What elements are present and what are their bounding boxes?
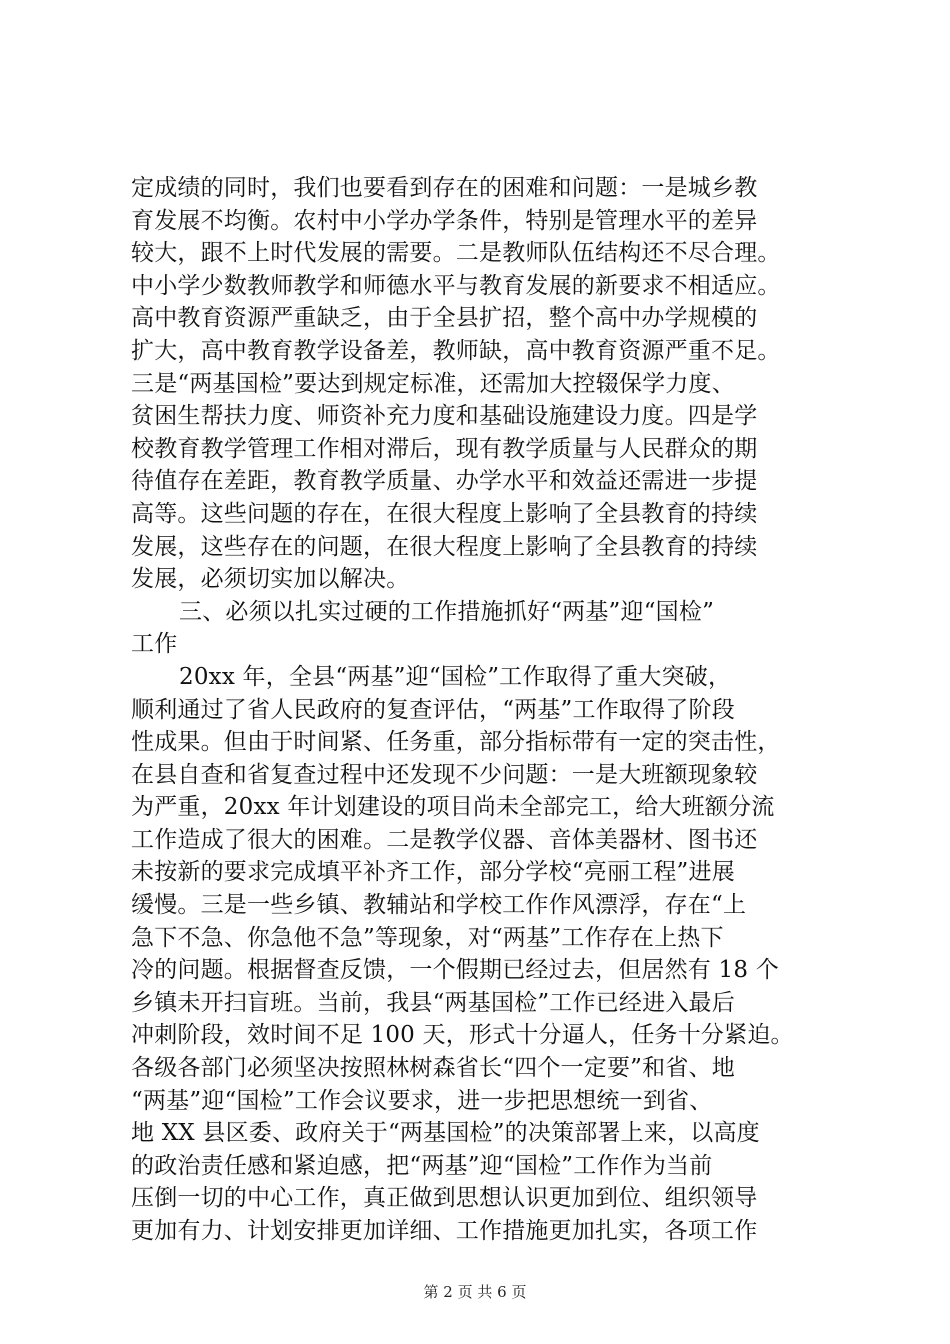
text-line: 发展，这些存在的问题，在很大程度上影响了全县教育的持续	[131, 533, 758, 560]
text-line: 冷的问题。根据督查反馈，一个假期已经过去，但居然有 18 个	[131, 957, 779, 984]
text-line: 扩大，高中教育教学设备差，教师缺，高中教育资源严重不足。	[131, 337, 781, 364]
text-line: 高等。这些问题的存在，在很大程度上影响了全县教育的持续	[131, 500, 758, 527]
text-line: 贫困生帮扶力度、师资补充力度和基础设施建设力度。四是学	[131, 403, 758, 430]
page-number-footer: 第 2 页 共 6 页	[423, 1283, 527, 1301]
text-line: “两基”迎“国检”工作会议要求，进一步把思想统一到省、	[131, 1087, 713, 1114]
text-line: 压倒一切的中心工作，真正做到思想认识更加到位、组织领导	[131, 1185, 758, 1212]
text-line: 未按新的要求完成填平补齐工作，部分学校“亮丽工程”进展	[131, 859, 735, 886]
text-line: 高中教育资源严重缺乏，由于全县扩招，整个高中办学规模的	[131, 305, 758, 332]
text-line: 缓慢。三是一些乡镇、教辅站和学校工作作风漂浮，存在“上	[131, 892, 747, 919]
text-line: 待值存在差距，教育教学质量、办学水平和效益还需进一步提	[131, 468, 758, 495]
text-line: 地 XX 县区委、政府关于“两基国检”的决策部署上来，以高度	[131, 1120, 760, 1147]
text-line: 性成果。但由于时间紧、任务重，部分指标带有一定的突击性，	[131, 729, 781, 756]
text-line: 急下不急、你急他不急”等现象，对“两基”工作存在上热下	[131, 924, 724, 951]
text-line: 冲刺阶段，效时间不足 100 天，形式十分逼人，任务十分紧迫。	[131, 1022, 794, 1049]
paragraph-first-line: 20xx 年，全县“两基”迎“国检”工作取得了重大突破，	[179, 663, 732, 690]
text-line: 的政治责任感和紧迫感，把“两基”迎“国检”工作作为当前	[131, 1152, 713, 1179]
text-line: 顺利通过了省人民政府的复查评估，“两基”工作取得了阶段	[131, 696, 735, 723]
text-line: 工作造成了很大的困难。二是教学仪器、音体美器材、图书还	[131, 826, 758, 853]
text-line: 各级各部门必须坚决按照林树森省长“四个一定要”和省、地	[131, 1055, 735, 1082]
text-line: 更加有力、计划安排更加详细、工作措施更加扎实，各项工作	[131, 1218, 758, 1244]
document-body	[131, 172, 831, 1248]
text-line: 乡镇未开扫盲班。当前，我县“两基国检”工作已经进入最后	[131, 989, 735, 1016]
text-line: 在县自查和省复查过程中还发现不少问题：一是大班额现象较	[131, 761, 758, 788]
text-line: 三是“两基国检”要达到规定标准，还需加大控辍保学力度、	[131, 370, 735, 397]
text-line: 较大，跟不上时代发展的需要。二是教师队伍结构还不尽合理。	[131, 240, 781, 267]
text-line: 育发展不均衡。农村中小学办学条件，特别是管理水平的差异	[131, 207, 758, 234]
text-line: 发展，必须切实加以解决。	[131, 566, 410, 593]
text-line: 校教育教学管理工作相对滞后，现有教学质量与人民群众的期	[131, 435, 758, 462]
text-line: 为严重，20xx 年计划建设的项目尚未全部完工，给大班额分流	[131, 794, 775, 821]
section-heading: 三、必须以扎实过硬的工作措施抓好“两基”迎“国检”	[179, 598, 715, 625]
text-line: 中小学少数教师教学和师德水平与教育发展的新要求不相适应。	[131, 272, 781, 299]
text-line: 定成绩的同时，我们也要看到存在的困难和问题：一是城乡教	[131, 175, 758, 201]
section-heading-continued: 工作	[131, 631, 178, 658]
